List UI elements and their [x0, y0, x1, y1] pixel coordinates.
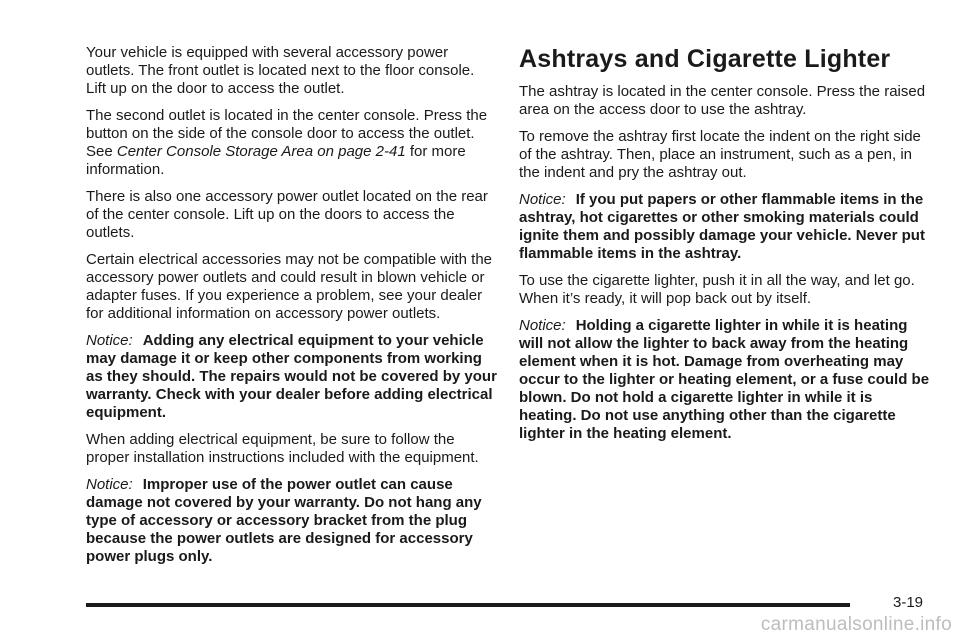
cross-reference-link[interactable]: Center Console Storage Area on page 2-41: [116, 143, 406, 160]
notice-label: Notice:: [86, 332, 133, 349]
notice-power-outlet-misuse: [86, 476, 498, 566]
ashtray-paragraph-location: The ashtray is located in the center console. Press the raised area on the access door to use the ashtray.: [519, 83, 926, 118]
outlets-paragraph-installation: When adding electrical equipment, be sure to follow the proper installation instructions included with the equipment.: [86, 431, 479, 466]
ashtray-paragraph-removal: To remove the ashtray first locate the indent on the right side of the ashtray. Then, place an instrument, such as a pen, in the indent and pry the ashtray out.: [519, 128, 921, 181]
left-column: [86, 44, 498, 575]
watermark: carmanualsonline.info: [760, 614, 952, 635]
notice-label: Notice:: [519, 317, 566, 334]
notice-lighter-heating: [519, 317, 931, 443]
lighter-paragraph-usage: To use the cigarette lighter, push it in all the way, and let go. When it’s ready, it will pop back out by itself.: [519, 272, 915, 307]
notice-label: Notice:: [86, 476, 133, 493]
notice-body: Improper use of the power outlet can cause damage not covered by your warranty. Do not hang any type of accessory or accessory bracket from the plug because the power outlets are designed for accessory power plugs only.: [86, 476, 482, 565]
notice-body: Holding a cigarette lighter in while it is heating will not allow the lighter to back away from the heating element when it is hot. Damage from overheating may occur to the lighter or heating element, or a fuse could be blown. Do not hold a cigarette lighter in while it is heating. Do not use anything other than the cigarette lighter in the heating element.: [519, 317, 930, 442]
notice-flammable-items: [519, 191, 931, 263]
footer-rule: [86, 603, 850, 607]
notice-body: If you put papers or other flammable items in the ashtray, hot cigarettes or other smoking materials could ignite them and possibly damage your vehicle. Never put flammable items in the ashtray.: [519, 191, 925, 262]
notice-body: Adding any electrical equipment to your vehicle may damage it or keep other components from working as they should. The repairs would not be covered by your warranty. Check with your dealer before adding electrical equipment.: [86, 332, 497, 421]
notice-label: Notice:: [519, 191, 566, 208]
section-heading: Ashtrays and Cigarette Lighter: [519, 45, 891, 73]
outlets-paragraph-second-tail: for more information.: [86, 143, 466, 178]
right-column: [519, 44, 931, 452]
outlets-paragraph-rear: There is also one accessory power outlet located on the rear of the center console. Lift up on the doors to access the outlets.: [86, 188, 488, 241]
outlets-paragraph-compatibility: Certain electrical accessories may not be compatible with the accessory power outlets and could result in blown vehicle or adapter fuses. If you experience a problem, see your dealer for additional information on accessory power outlets.: [86, 251, 493, 322]
page-number: 3-19: [893, 594, 924, 611]
outlets-paragraph-front: Your vehicle is equipped with several accessory power outlets. The front outlet is located next to the floor console. Lift up on the door to access the outlet.: [86, 44, 475, 97]
outlets-paragraph-second-text: The second outlet is located in the center console. Press the button on the side of the console door to access the outlet. See: [86, 107, 488, 160]
outlets-paragraph-second: [86, 107, 498, 179]
notice-electrical-equipment: [86, 332, 498, 422]
